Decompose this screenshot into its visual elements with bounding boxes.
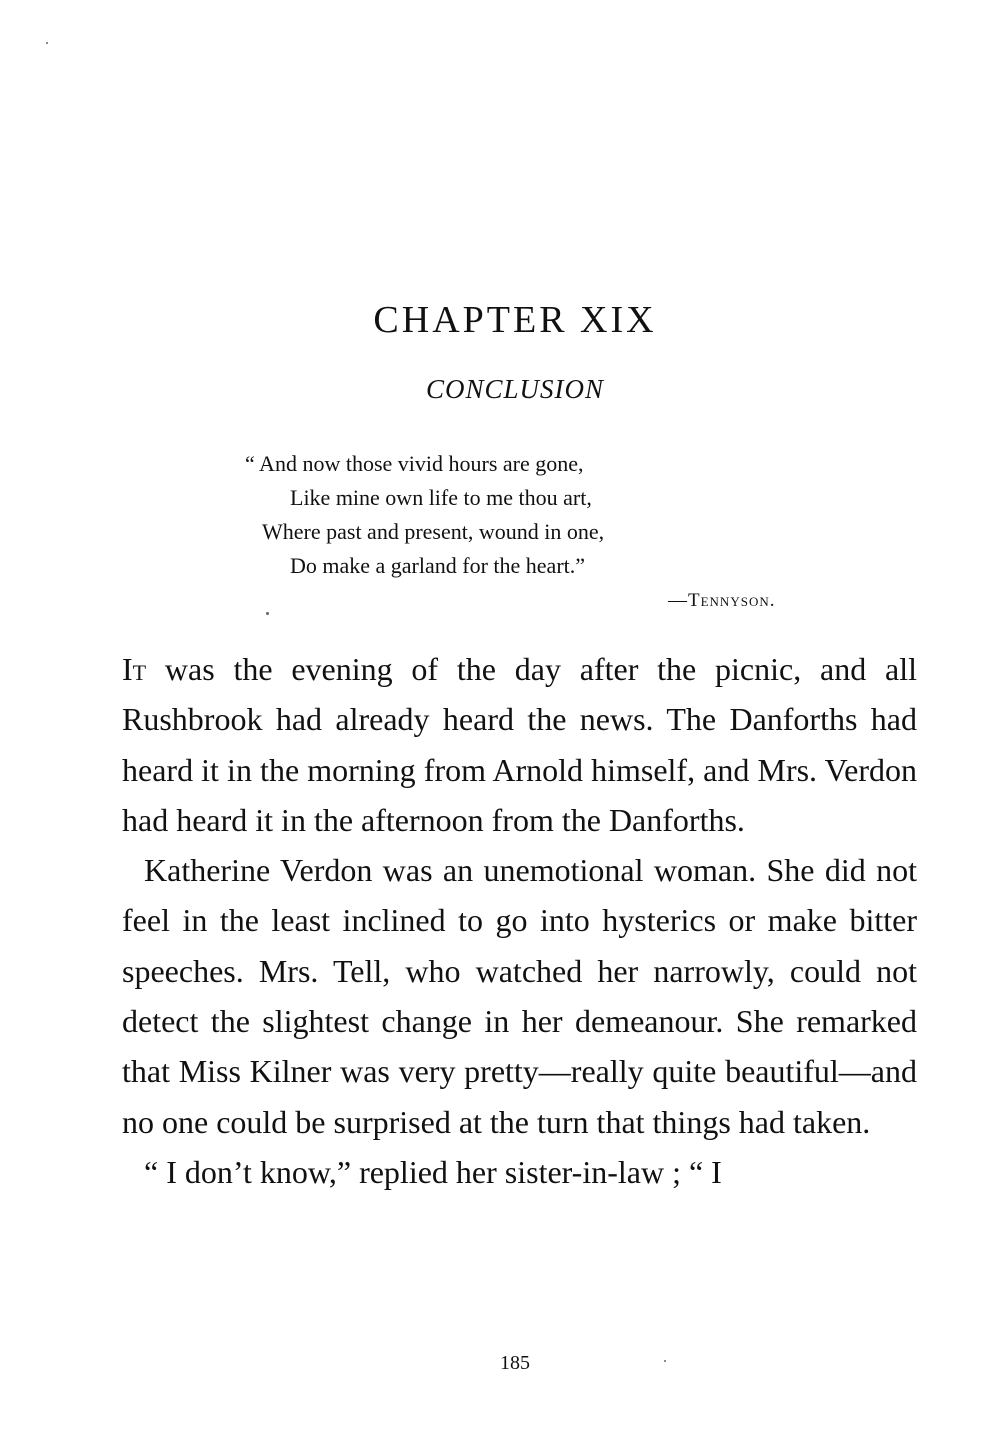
epigraph-attribution: —Tennyson. (668, 590, 776, 611)
paragraph-text: was the evening of the day after the picnic, and all Rushbrook had already heard the news. The Danforths had heard it in the morning from Arnold himself, and Mrs. Verdon had heard it in the afternoon from the Danforths. (122, 651, 917, 838)
epigraph-line: Where past and present, wound in one, (262, 519, 605, 544)
paragraph: Katherine Verdon was an unemotional woman. She did not feel in the least inclined to go into hysterics or make bitter speeches. Mrs. Tell, who watched her narrowly, could not detect the slightest change in her demeanour. She remarked that Miss Kilner was very pretty—really quite beautiful—and no one could be surprised at the turn that things had taken. (122, 852, 917, 1140)
epigraph-line: Do make a garland for the heart.” (290, 553, 586, 578)
print-speck (266, 612, 269, 615)
epigraph-line: Like mine own life to me thou art, (290, 485, 592, 510)
paragraph: “ I don’t know,” replied her sister-in-law ; “ I (144, 1153, 722, 1190)
epigraph-line: “ And now those vivid hours are gone, (245, 451, 584, 476)
epigraph (245, 447, 845, 583)
opening-word: It (122, 651, 147, 687)
print-speck (664, 1360, 666, 1362)
page-number: 185 (500, 1352, 530, 1374)
chapter-title: CHAPTER XIX (373, 299, 657, 341)
body-text (122, 644, 917, 1197)
chapter-subtitle: CONCLUSION (425, 374, 605, 404)
paragraph (122, 644, 917, 845)
print-speck (46, 42, 48, 44)
